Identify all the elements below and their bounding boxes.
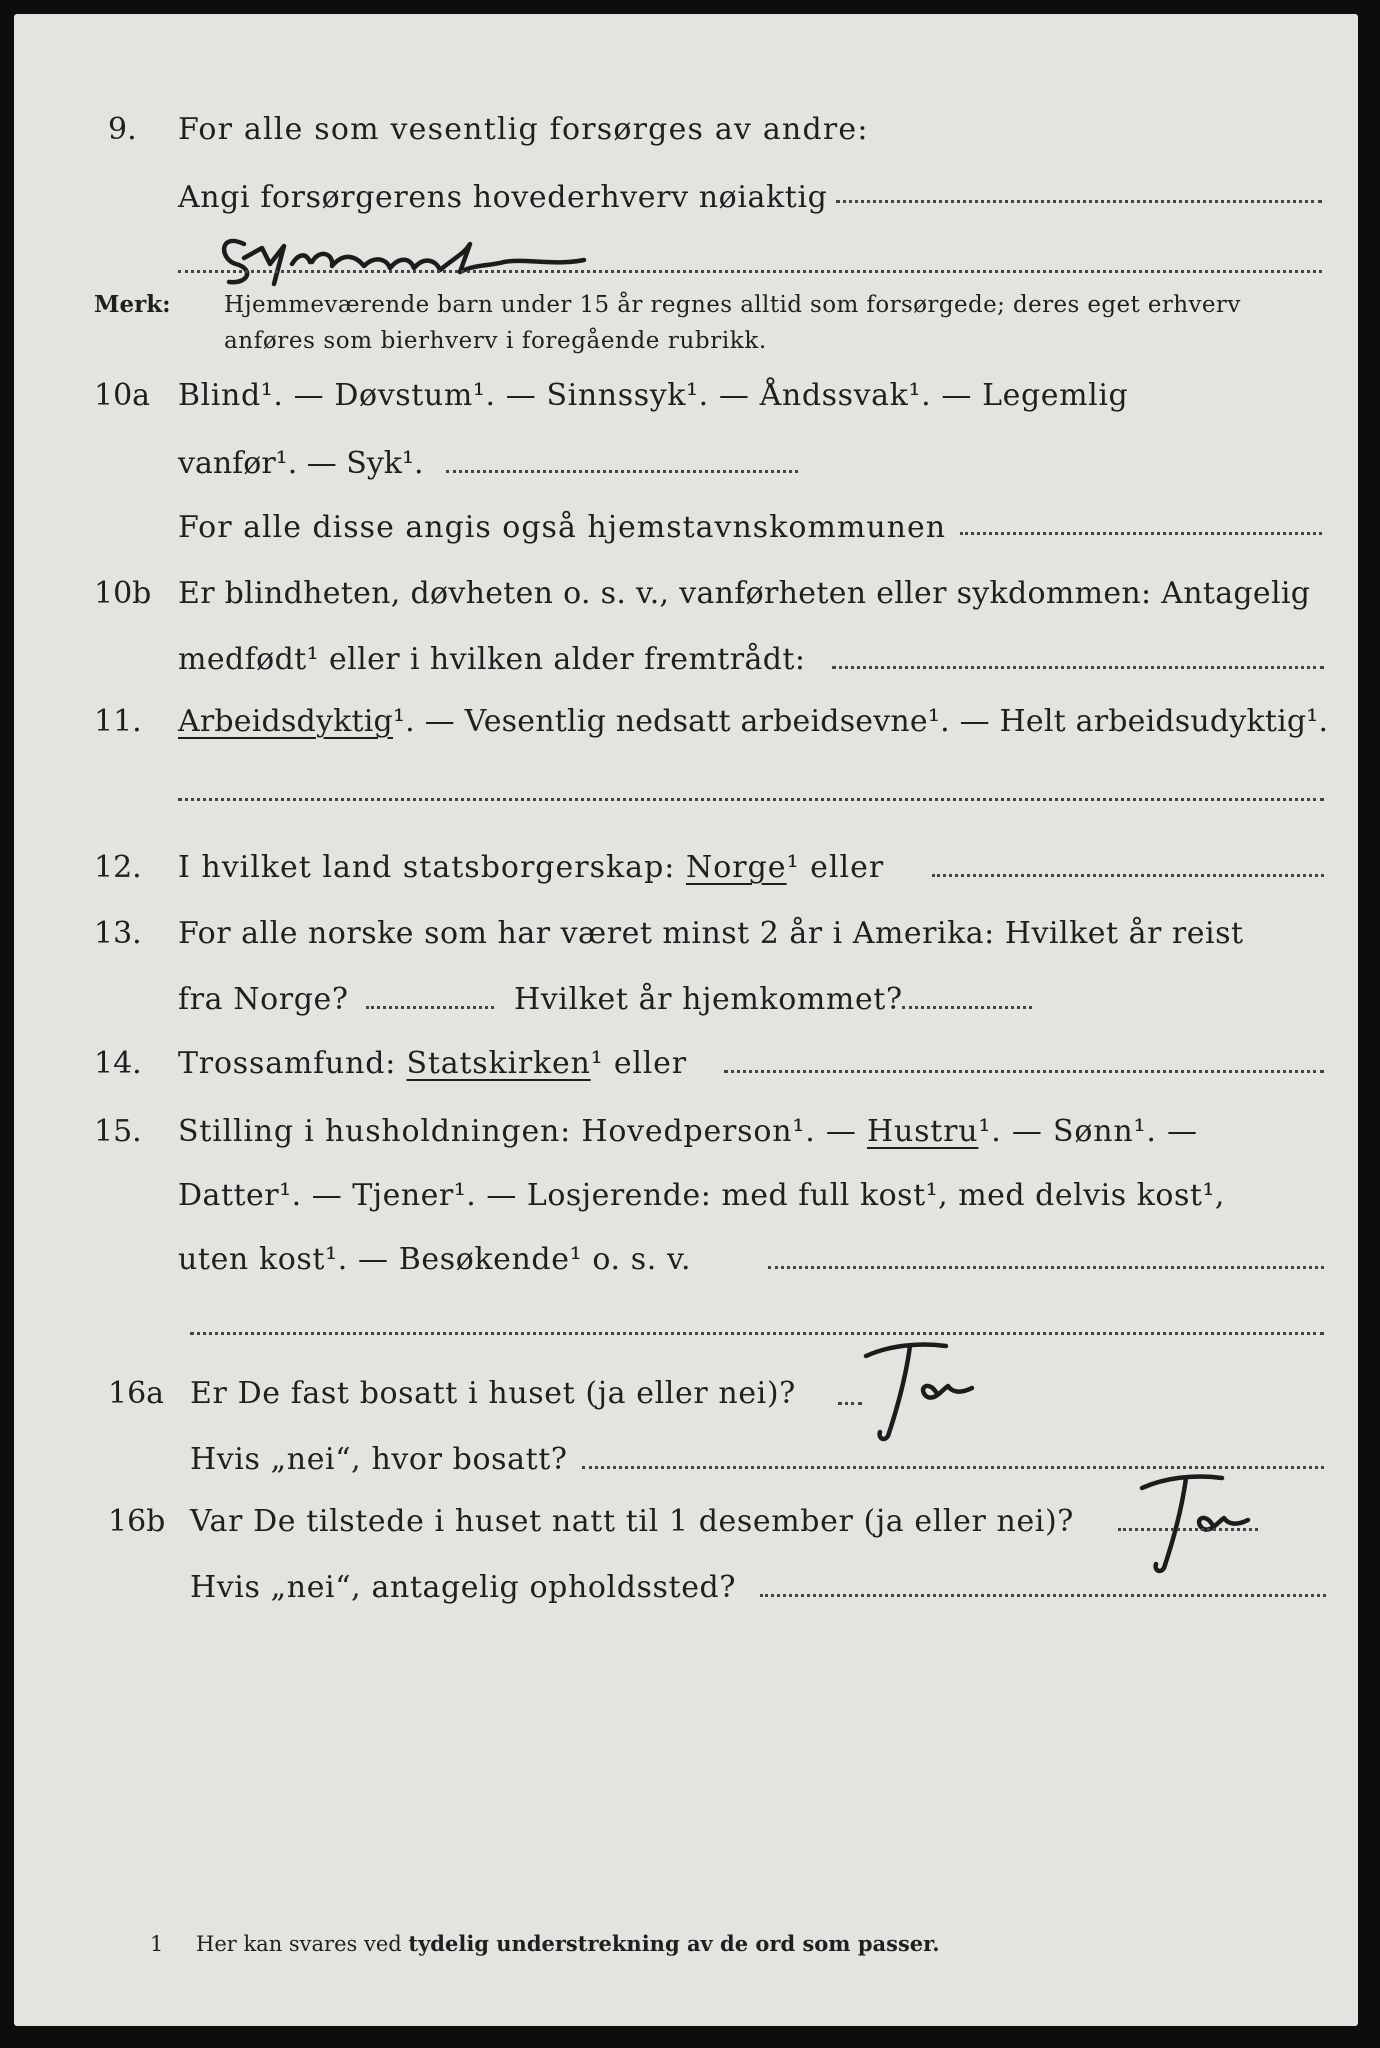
q16b-fill-line (1118, 1528, 1258, 1531)
q15-line1a: Stilling i husholdningen: Hovedperson¹. — (178, 1114, 857, 1149)
q9-line2: Angi forsørgerens hovederhverv nøiaktig (178, 180, 828, 215)
q13-reist-line (366, 1006, 494, 1009)
q15-line1 (178, 1114, 1198, 1150)
q12-underlined-option: Norge (685, 850, 787, 885)
merk-line1: Hjemmeværende barn under 15 år regnes alltid som forsørgede; deres eget erhverv (224, 292, 1241, 318)
q10a-line3: For alle disse angis også hjemstavnskommunen (178, 510, 947, 545)
q10b-fill-line (832, 666, 1324, 669)
merk-label: Merk: (94, 291, 171, 318)
q10a-syk-line (446, 470, 798, 473)
q11-number: 11. (94, 704, 142, 739)
q11-line (178, 704, 1328, 740)
q14-post: ¹ eller (590, 1046, 687, 1081)
q16a-number: 16a (108, 1376, 165, 1411)
q16a-line1: Er De fast bosatt i huset (ja eller nei)? (190, 1376, 796, 1411)
q14-underlined-option: Statskirken (406, 1046, 591, 1081)
q11-fill-line (178, 798, 1324, 801)
q15-number: 15. (94, 1114, 142, 1149)
q14-number: 14. (94, 1046, 142, 1081)
q15-underlined-option: Hustru (867, 1114, 979, 1149)
q16b-line2: Hvis „nei“, antagelig opholdssted? (190, 1570, 737, 1605)
q9-line1: For alle som vesentlig forsørges av andre: (178, 112, 869, 147)
merk-line2: anføres som bierhverv i foregående rubrikk. (224, 328, 767, 354)
q15-line3: uten kost¹. — Besøkende¹ o. s. v. (178, 1242, 692, 1277)
q9-number: 9. (108, 112, 137, 147)
q12-fill-line (932, 874, 1324, 877)
q10b-line2: medfødt¹ eller i hvilken alder fremtrådt: (178, 642, 806, 677)
q16a-fill-line (838, 1402, 862, 1405)
q13-number: 13. (94, 916, 142, 951)
q15-line1b: ¹. — Sønn¹. — (978, 1114, 1198, 1149)
q12-line (178, 850, 884, 886)
footnote-pre: Her kan svares ved (196, 1932, 409, 1956)
q11-underlined-option: Arbeidsdyktig (178, 704, 393, 739)
q14-pre: Trossamfund: (178, 1046, 397, 1081)
q10a-number: 10a (94, 378, 151, 413)
footnote-bold: tydelig understrekning av de ord som passer. (408, 1931, 940, 1956)
q12-post: ¹ eller (786, 850, 885, 885)
q16b-handwritten-ja (1124, 1468, 1284, 1578)
footnote-mark: 1 (150, 1932, 164, 1956)
footnote-text (196, 1926, 940, 1962)
q9-handwritten-answer (214, 214, 634, 294)
q10b-line1: Er blindheten, døvheten o. s. v., vanførheten eller sykdommen: Antagelig (178, 576, 1311, 611)
q15-fill-line2 (190, 1332, 1324, 1335)
q10a-line1: Blind¹. — Døvstum¹. — Sinnssyk¹. — Åndssvak¹. — Legemlig (178, 378, 1129, 413)
q16b-number: 16b (108, 1504, 166, 1539)
q13-line2a: fra Norge? (178, 982, 349, 1017)
q16a-line2: Hvis „nei“, hvor bosatt? (190, 1442, 568, 1477)
q12-pre: I hvilket land statsborgerskap: (178, 850, 676, 885)
q16b-opphold-line (760, 1594, 1326, 1597)
q12-number: 12. (94, 850, 142, 885)
q16b-line1: Var De tilstede i huset natt til 1 desember (ja eller nei)? (190, 1504, 1074, 1539)
q10a-fill-line (960, 532, 1322, 535)
q16a-handwritten-ja (848, 1336, 1008, 1446)
q11-rest: ¹. — Vesentlig nedsatt arbeidsevne¹. — Helt arbeidsudyktig¹. (392, 704, 1329, 739)
q14-fill-line (724, 1070, 1324, 1073)
q13-hjem-line (902, 1006, 1032, 1009)
q13-line1: For alle norske som har været minst 2 år i Amerika: Hvilket år reist (178, 916, 1244, 951)
q14-line (178, 1046, 687, 1082)
q15-fill-line (768, 1266, 1324, 1269)
q10a-line2: vanfør¹. — Syk¹. (178, 446, 424, 481)
q10b-number: 10b (94, 576, 152, 611)
q9-fill-line (836, 200, 1322, 203)
q9-answer-line (178, 270, 1322, 273)
q15-line2: Datter¹. — Tjener¹. — Losjerende: med full kost¹, med delvis kost¹, (178, 1178, 1225, 1213)
q13-line2b: Hvilket år hjemkommet? (514, 982, 903, 1017)
census-form-page (14, 14, 1358, 2026)
